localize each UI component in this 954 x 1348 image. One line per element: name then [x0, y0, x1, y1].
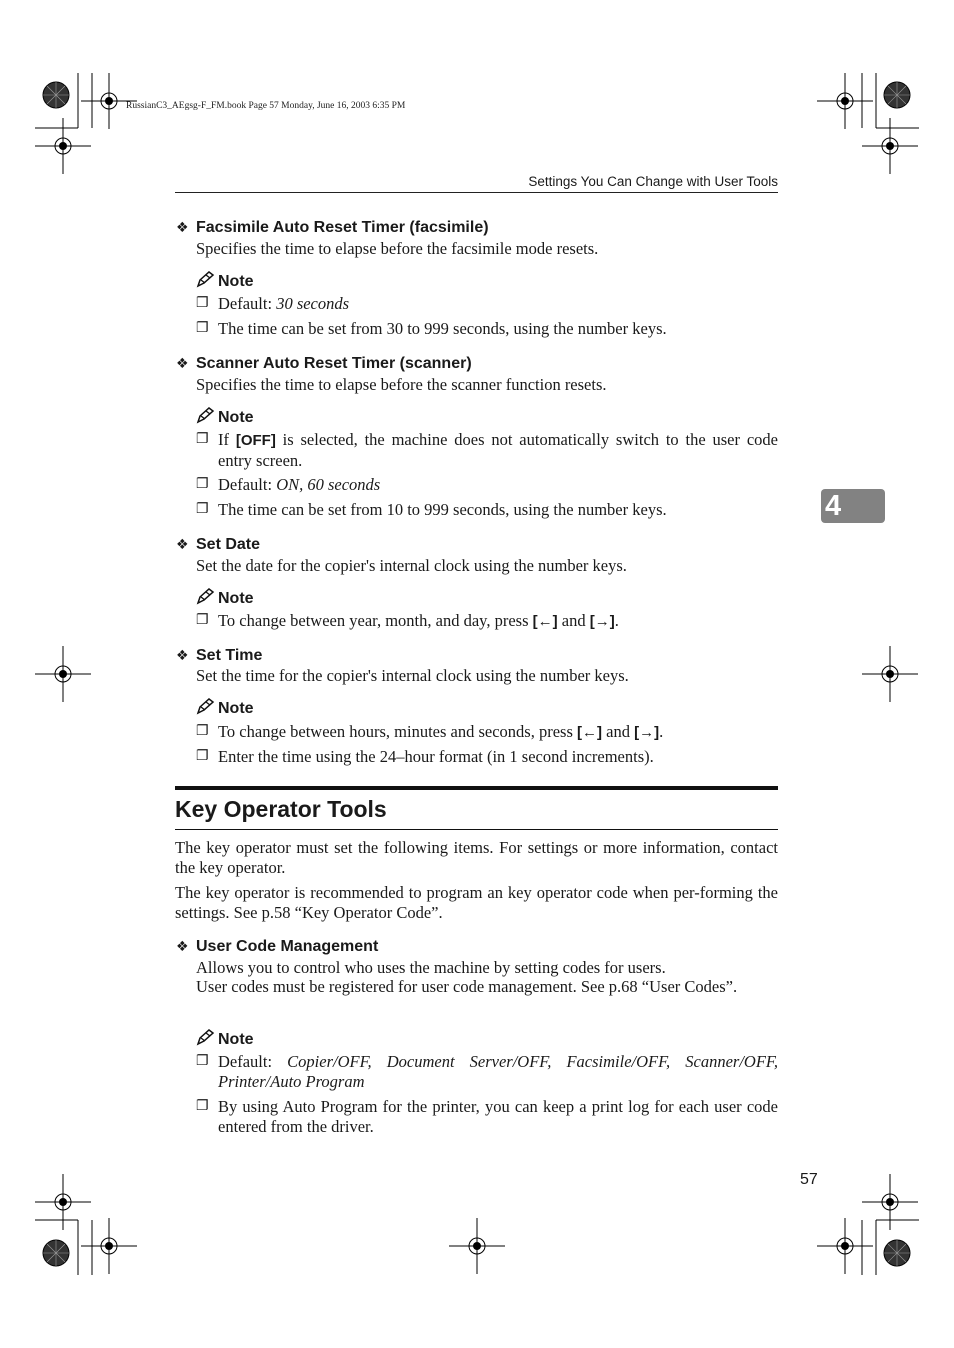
checkbox-bullet-icon: ❐: [196, 477, 209, 492]
left-arrow-key-label: [←]: [577, 724, 603, 741]
section-bottom-rule: [175, 829, 778, 830]
list-item: ❐ To change between year, month, and day, press [←] and [→].: [196, 611, 619, 630]
header-rule: [175, 192, 778, 193]
checkbox-bullet-icon: ❐: [196, 502, 209, 517]
pencil-icon: [196, 698, 215, 715]
checkbox-bullet-icon: ❐: [196, 296, 209, 311]
list-item: ❐ The time can be set from 30 to 999 seconds, using the number keys.: [196, 319, 667, 338]
right-arrow-key-label: [→]: [634, 724, 660, 741]
note-heading: Note: [196, 588, 254, 609]
set-date-title: ❖ Set Date: [176, 536, 261, 553]
facsimile-timer-desc: Specifies the time to elapse before the facsimile mode resets.: [196, 239, 599, 258]
page-number: 57: [800, 1171, 818, 1188]
checkbox-bullet-icon: ❐: [196, 749, 209, 764]
list-item: ❐ To change between hours, minutes and seconds, press [←] and [→].: [196, 722, 664, 741]
checkbox-bullet-icon: ❐: [196, 613, 209, 628]
note-heading: Note: [196, 407, 254, 428]
diamond-bullet-icon: ❖: [176, 355, 189, 371]
intro-paragraph: The key operator must set the following items. For settings or more information, contact the key operator.: [175, 838, 778, 877]
pencil-icon: [196, 588, 215, 605]
list-item: ❐ Enter the time using the 24–hour format (in 1 second increments).: [196, 747, 654, 766]
user-code-desc: Allows you to control who uses the machine by setting codes for users.: [196, 958, 666, 977]
print-info-line: RussianC3_AEgsg-F_FM.book Page 57 Monday, June 16, 2003 6:35 PM: [126, 101, 406, 111]
right-arrow-key-label: [→]: [589, 613, 615, 630]
set-date-desc: Set the date for the copier's internal clock using the number keys.: [196, 556, 627, 575]
checkbox-bullet-icon: ❐: [196, 1099, 209, 1114]
list-item: ❐ Default: ON, 60 seconds: [196, 475, 381, 494]
scanner-timer-title: ❖ Scanner Auto Reset Timer (scanner): [176, 355, 472, 372]
chapter-tab: [821, 489, 885, 523]
set-time-desc: Set the time for the copier's internal clock using the number keys.: [196, 666, 629, 685]
pencil-icon: [196, 1029, 215, 1046]
off-key-label: [OFF]: [235, 432, 276, 449]
scanner-timer-desc: Specifies the time to elapse before the scanner function resets.: [196, 375, 607, 394]
list-item: ❐ Default: Copier/OFF, Document Server/OFF, Facsimile/OFF, Scanner/OFF, Printer/Auto Program: [196, 1052, 778, 1091]
list-item: ❐ Default: 30 seconds: [196, 294, 350, 313]
note-heading: Note: [196, 271, 254, 292]
list-item: ❐ If [OFF] is selected, the machine does not automatically switch to the user code entry screen.: [196, 430, 778, 470]
user-code-requirement: User codes must be registered for user code management. See p.68 “User Codes”.: [196, 977, 738, 996]
set-time-title: ❖ Set Time: [176, 647, 263, 664]
user-code-title: ❖ User Code Management: [176, 938, 379, 955]
pencil-icon: [196, 407, 215, 424]
recommendation-paragraph: The key operator is recommended to program an key operator code when per-forming the settings. See p.58 “Key Operator Code”.: [175, 883, 778, 922]
note-heading: Note: [196, 698, 254, 719]
checkbox-bullet-icon: ❐: [196, 432, 209, 447]
section-top-rule: [175, 786, 778, 790]
left-arrow-key-label: [←]: [532, 613, 558, 630]
diamond-bullet-icon: ❖: [176, 938, 189, 954]
section-heading: Key Operator Tools: [175, 796, 387, 822]
facsimile-timer-title: ❖ Facsimile Auto Reset Timer (facsimile): [176, 219, 489, 236]
checkbox-bullet-icon: ❐: [196, 321, 209, 336]
chapter-number: 4: [825, 490, 842, 522]
list-item: ❐ By using Auto Program for the printer, you can keep a print log for each user code entered from the driver.: [196, 1097, 778, 1136]
diamond-bullet-icon: ❖: [176, 647, 189, 663]
running-header: Settings You Can Change with User Tools: [528, 174, 778, 189]
diamond-bullet-icon: ❖: [176, 536, 189, 552]
list-item: ❐ The time can be set from 10 to 999 seconds, using the number keys.: [196, 500, 667, 519]
note-heading: Note: [196, 1029, 254, 1050]
pencil-icon: [196, 271, 215, 288]
diamond-bullet-icon: ❖: [176, 219, 189, 235]
checkbox-bullet-icon: ❐: [196, 1054, 209, 1069]
checkbox-bullet-icon: ❐: [196, 724, 209, 739]
